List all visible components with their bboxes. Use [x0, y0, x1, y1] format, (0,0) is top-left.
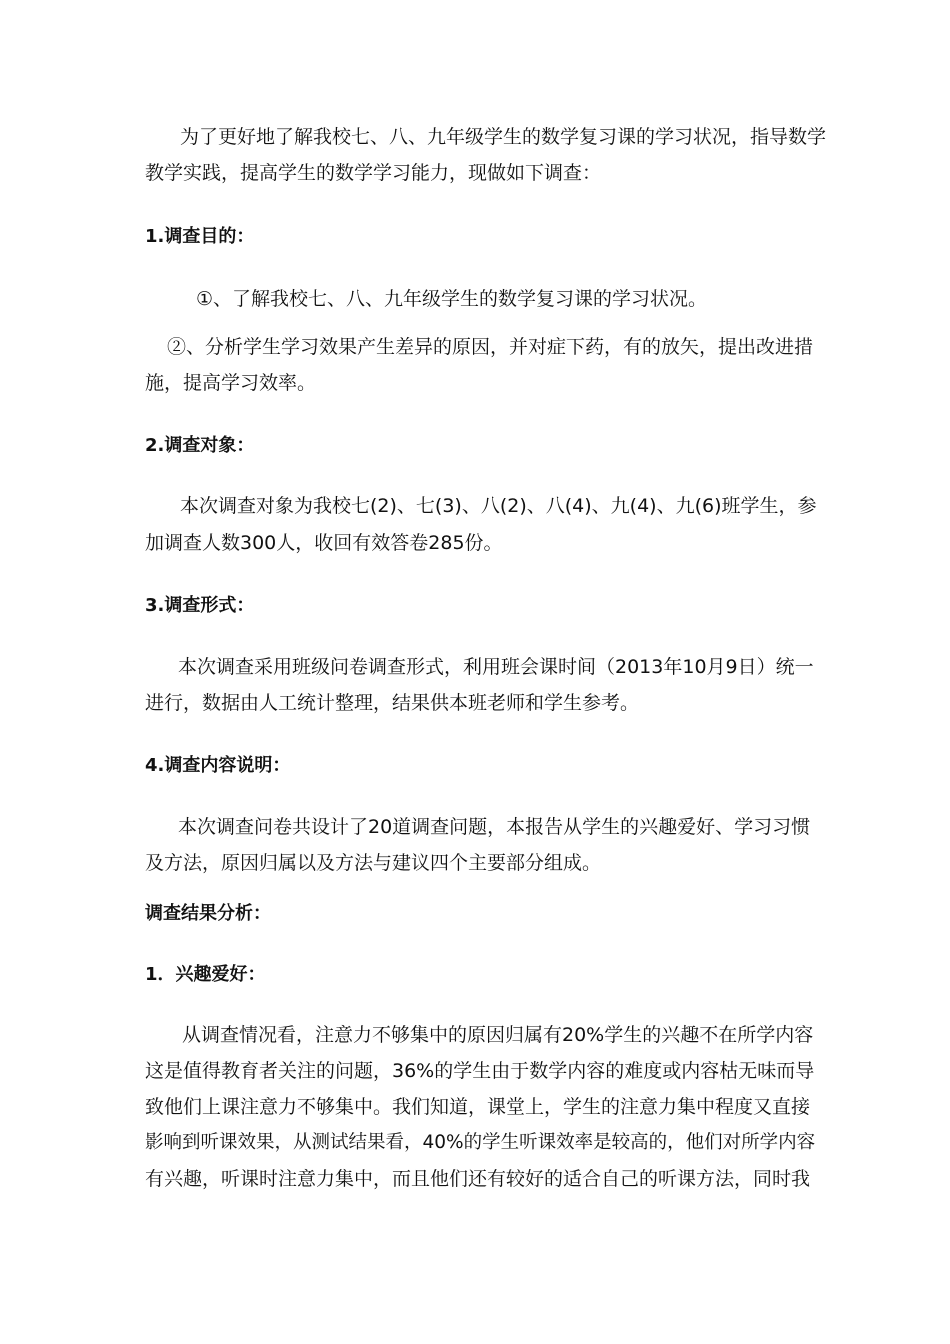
section-heading-purpose: 1.调查目的：: [145, 226, 255, 247]
content-line-2: 及方法，原因归属以及方法与建议四个主要部分组成。: [145, 852, 602, 874]
purpose-item-2-line-2: 施，提高学习效率。: [145, 372, 317, 394]
content-line-1: 本次调查问卷共设计了20道调查问题，本报告从学生的兴趣爱好、学习习惯: [178, 816, 811, 838]
results-paragraph-line-2: 这是值得教育者关注的问题，36%的学生由于数学内容的难度或内容枯无味而导: [145, 1060, 815, 1082]
subjects-line-2: 加调查人数300人，收回有效答卷285份。: [145, 532, 503, 554]
format-line-2: 进行，数据由人工统计整理，结果供本班老师和学生参考。: [145, 692, 640, 714]
results-paragraph-line-4: 影响到听课效果，从测试结果看，40%的学生听课效率是较高的，他们对所学内容: [145, 1132, 816, 1153]
results-subheading-interest: 1．兴趣爱好：: [145, 964, 266, 985]
purpose-item-1: ①、了解我校七、八、九年级学生的数学复习课的学习状况。: [196, 288, 708, 310]
intro-line-2: 教学实践，提高学生的数学学习能力，现做如下调查：: [145, 162, 602, 184]
results-paragraph-line-5: 有兴趣，听课时注意力集中，而且他们还有较好的适合自己的听课方法，同时我: [145, 1168, 811, 1190]
subjects-line-1: 本次调查对象为我校七(2)、七(3)、八(2)、八(4)、九(4)、九(6)班学生，参: [180, 495, 817, 517]
format-line-1: 本次调查采用班级问卷调查形式，利用班会课时间（2013年10月9日）统一: [178, 656, 814, 678]
section-heading-content: 4.调查内容说明：: [145, 755, 291, 776]
results-heading: 调查结果分析：: [145, 903, 271, 924]
section-heading-format: 3.调查形式：: [145, 595, 255, 616]
results-paragraph-line-3: 致他们上课注意力不够集中。我们知道，课堂上，学生的注意力集中程度又直接: [145, 1096, 811, 1118]
section-heading-subjects: 2.调查对象：: [145, 435, 255, 456]
results-paragraph-line-1: 从调查情况看，注意力不够集中的原因归属有20%学生的兴趣不在所学内容: [182, 1024, 814, 1046]
purpose-item-2-line-1: ②、分析学生学习效果产生差异的原因，并对症下药，有的放矢，提出改进措: [167, 336, 814, 358]
intro-line-1: 为了更好地了解我校七、八、九年级学生的数学复习课的学习状况，指导数学: [180, 126, 827, 148]
